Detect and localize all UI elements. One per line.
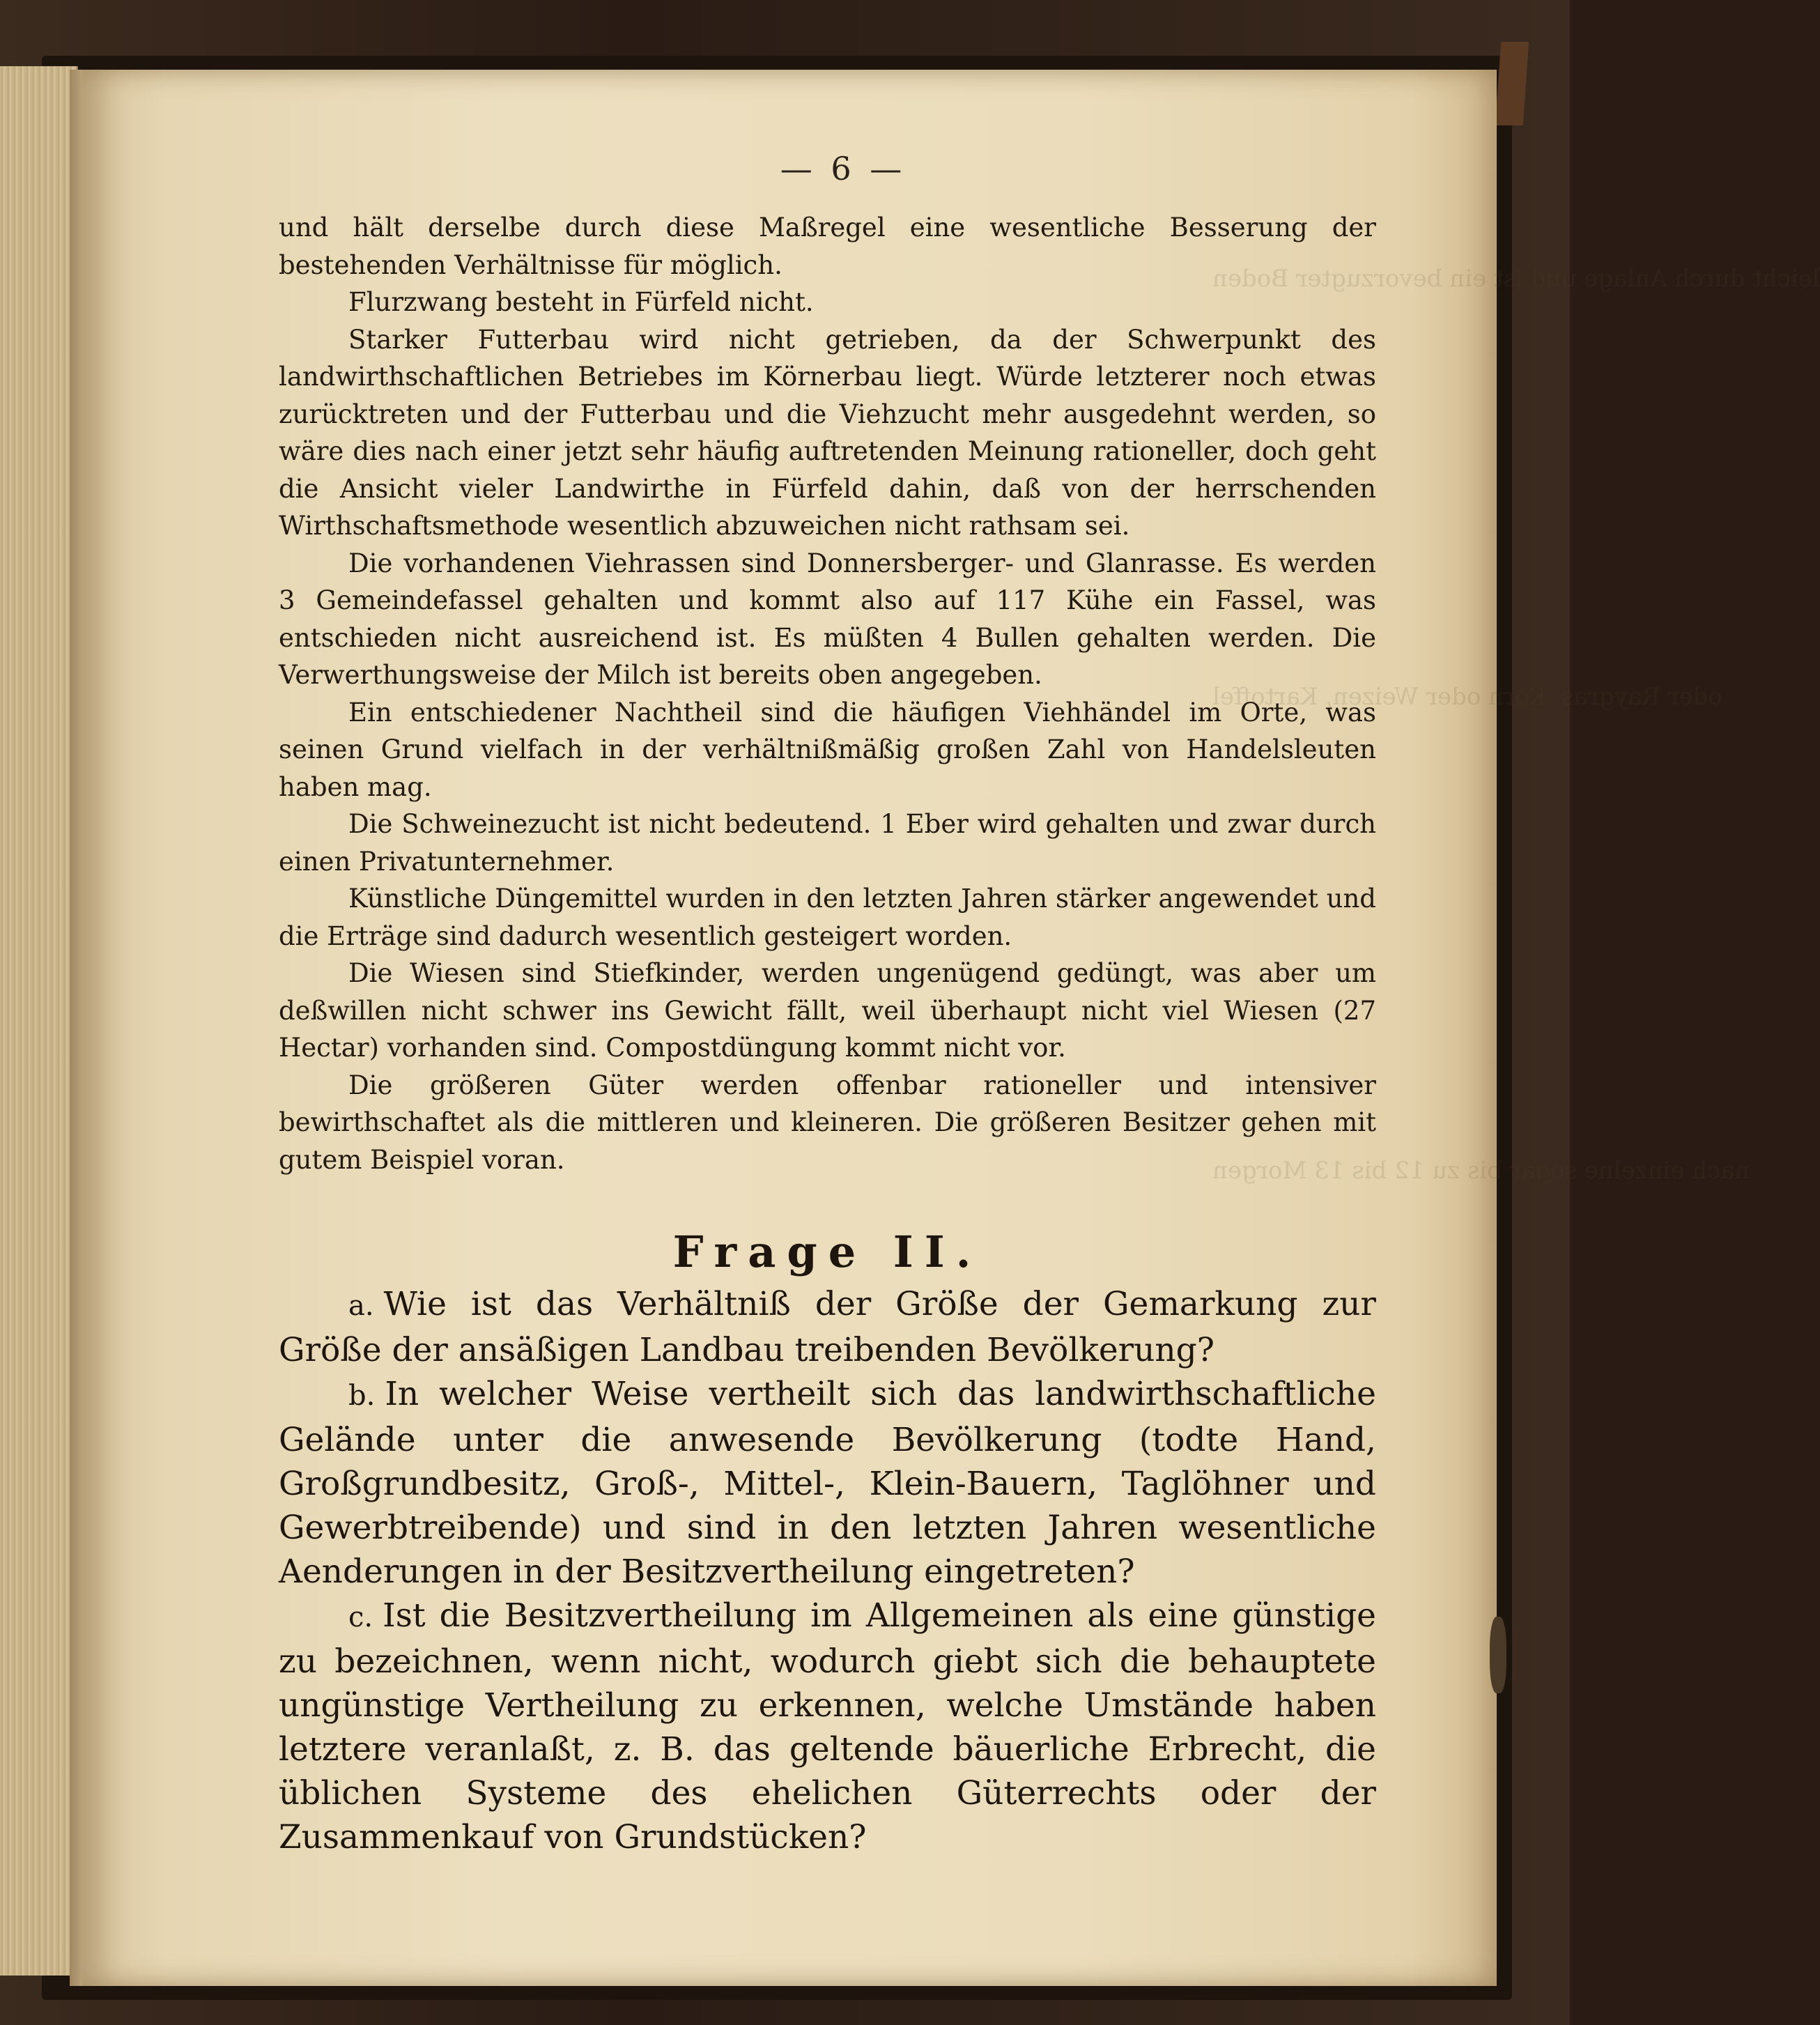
page-number: — 6 — [780,150,907,187]
paragraph: Künstliche Düngemittel wurden in den letzten Jahren stärker angewendet und die Erträge sind dadurch wesentlich gesteigert worden. [279,884,1376,951]
section-heading: Frage II. [672,1226,982,1277]
paragraph: Die größeren Güter werden offenbar rationeller und intensiver bewirthschaftet als die mittleren und kleineren. Die größeren Besitzer gehen mit gutem Beispiel voran. [279,1070,1376,1175]
paragraph: und hält derselbe durch diese Maßregel eine wesentliche Besserung der bestehenden Verhältnisse für möglich. [279,213,1376,280]
question-text: Wie ist das Verhältniß der Größe der Gemarkung zur Größe der ansäßigen Landbau treibenden Bevölkerung? [279,1285,1376,1369]
question-item [279,1282,1376,1372]
question-list [279,1282,1376,1859]
question-item [279,1372,1376,1594]
question-label: c. [348,1601,373,1633]
question-label: a. [348,1290,374,1322]
paragraph: Starker Futterbau wird nicht getrieben, da der Schwerpunkt des landwirthschaftlichen Betriebes im Körnerbau liegt. Würde letzterer noch etwas zurücktreten und der Futterbau und die Viehzucht mehr ausgedehnt werden, so wäre dies nach einer jetzt sehr häufig auftretenden Meinung rationeller, doch geht die Ansicht vieler Landwirthe in Fürfeld dahin, daß von der herrschenden Wirthschaftsmethode wesentlich abzuweichen nicht rathsam sei. [279,324,1376,541]
body-text [279,209,1376,1178]
question-text: Ist die Besitzvertheilung im Allgemeinen als eine günstige zu bezeichnen, wenn nicht, wodurch giebt sich die behauptete ungünstige Vertheilung zu erkennen, welche Umstände haben letztere veranlaßt, z. B. das geltende bäuerliche Erbrecht, die üblichen Systeme des ehelichen Güterrechts oder der Zusammenkauf von Grundstücken? [279,1596,1376,1856]
bookmark-ribbon [1495,42,1529,125]
paragraph: Die Wiesen sind Stiefkinder, werden ungenügend gedüngt, was aber um deßwillen nicht schwer ins Gewicht fällt, weil überhaupt nicht viel Wiesen (27 Hectar) vorhanden sind. Compostdüngung kommt nicht vor. [279,958,1376,1063]
question-item [279,1594,1376,1859]
question-text: In welcher Weise vertheilt sich das landwirthschaftliche Gelände unter die anwesende Bevölkerung (todte Hand, Großgrundbesitz, Groß-, Mittel-, Klein-Bauern, Taglöhner und Gewerbtreibende) und sind in den letzten Jahren wesentliche Aenderungen in der Besitzvertheilung eingetreten? [279,1375,1376,1591]
show-through-text: leicht durch Anlage [1584,265,1820,293]
paper-stain [1490,1617,1506,1693]
show-through-text: oder Raygras, [1554,683,1722,711]
paragraph: Flurzwang besteht in Fürfeld nicht. [348,287,814,317]
question-label: b. [348,1380,376,1412]
page-stack-edge [0,66,78,1976]
paragraph: Die vorhandenen Viehrassen sind Donnersberger- und Glanrasse. Es werden 3 Gemeindefassel gehalten und kommt also auf 117 Kühe ein Fassel, was entschieden nicht ausreichend ist. Es müßten 4 Bullen gehalten werden. Die Verwerthungsweise der Milch ist bereits oben angegeben. [279,548,1376,690]
paragraph: Ein entschiedener Nachtheil sind die häufigen Viehhändel im Orte, was seinen Grund vielfach in der verhältnißmäßig großen Zahl von Handelsleuten haben mag. [279,697,1376,802]
show-through-text: nach einzelne [1584,1157,1750,1185]
paragraph: Die Schweinezucht ist nicht bedeutend. 1 Eber wird gehalten und zwar durch einen Privatunternehmer. [279,809,1376,877]
